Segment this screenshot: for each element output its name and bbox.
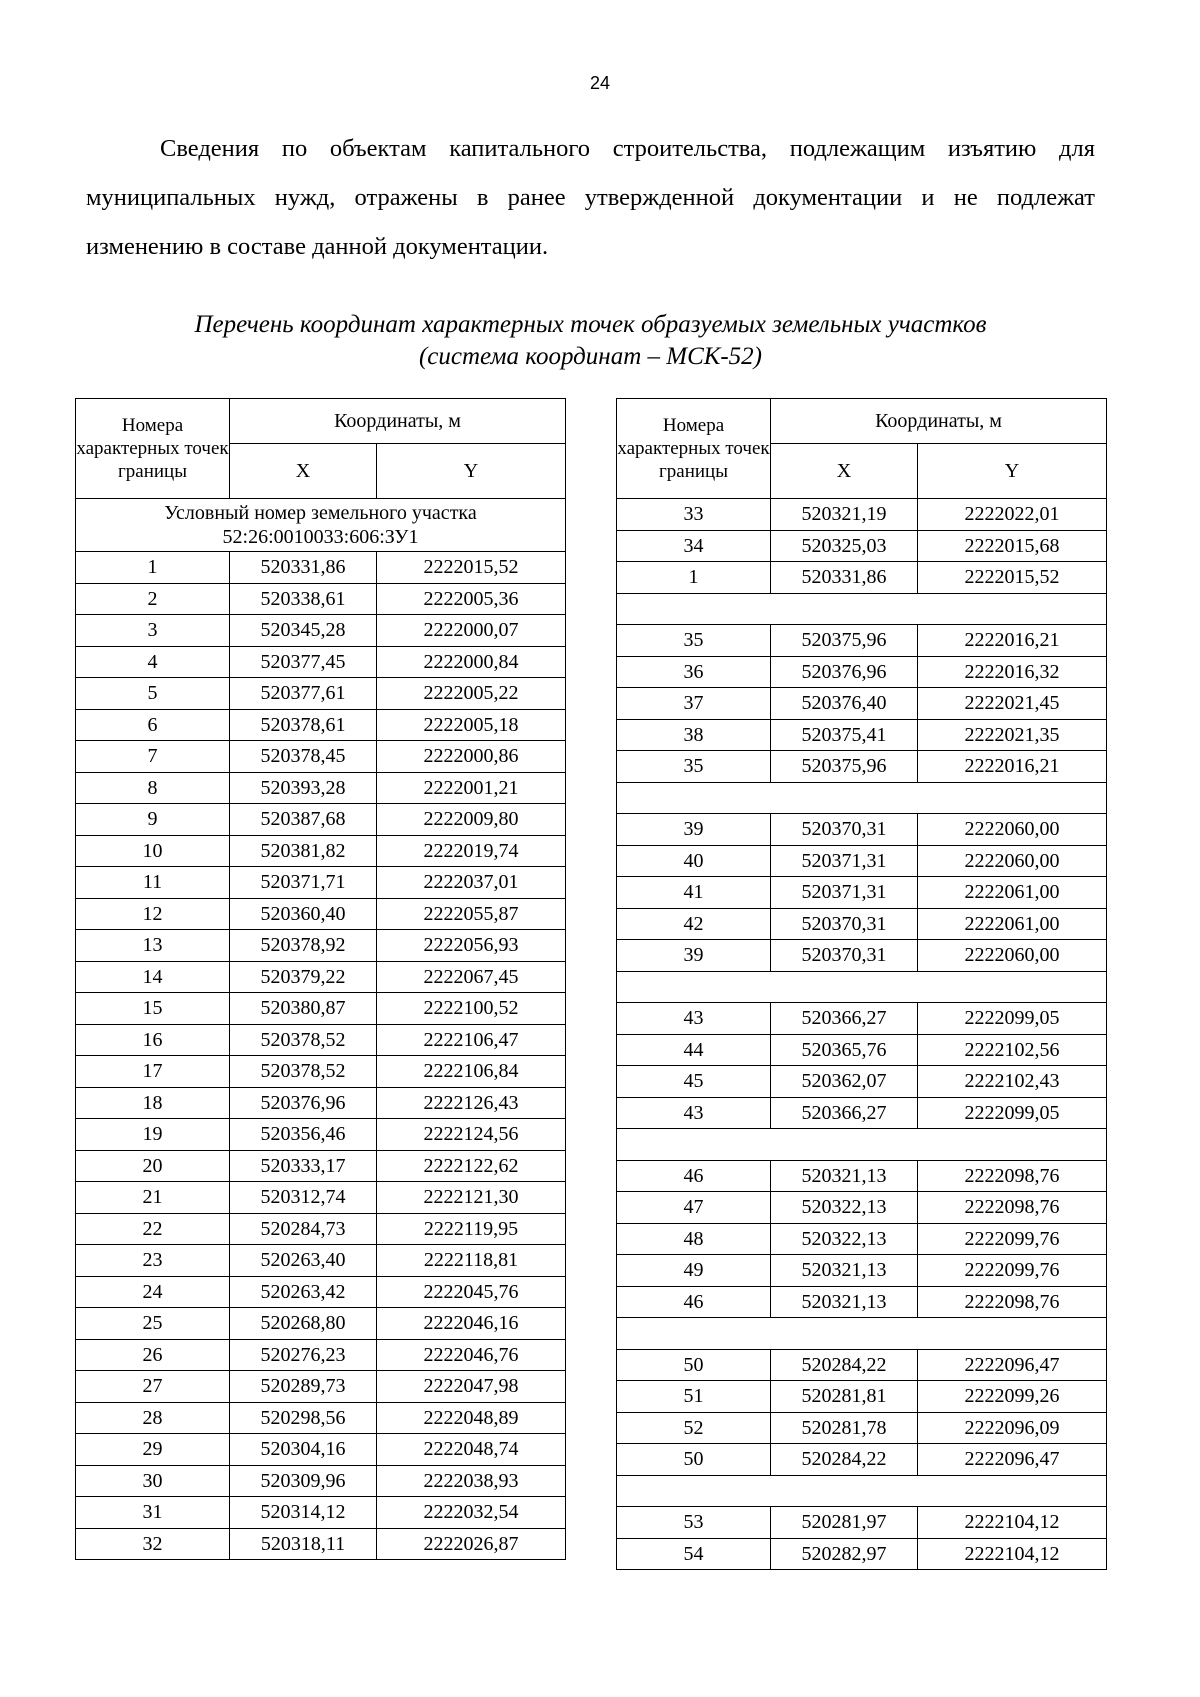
point-number-cell: 35 — [617, 625, 771, 657]
x-coordinate-cell: 520322,13 — [771, 1192, 918, 1224]
plot-number-label — [76, 499, 566, 552]
point-number-cell: 32 — [76, 1528, 230, 1560]
x-coordinate-cell: 520375,96 — [771, 751, 918, 783]
table-row — [76, 709, 566, 741]
y-coordinate-cell: 2222016,21 — [918, 625, 1107, 657]
x-coordinate-cell: 520370,31 — [771, 908, 918, 940]
table-row — [617, 1034, 1107, 1066]
y-coordinate-cell: 2222046,16 — [377, 1308, 566, 1340]
point-number-cell: 7 — [76, 741, 230, 773]
x-coordinate-cell: 520263,42 — [230, 1276, 377, 1308]
table-row — [617, 1192, 1107, 1224]
x-coordinate-cell: 520366,27 — [771, 1003, 918, 1035]
table-row — [617, 751, 1107, 783]
table-row — [76, 1119, 566, 1151]
y-coordinate-cell: 2222060,00 — [918, 814, 1107, 846]
table-row — [76, 961, 566, 993]
point-number-cell: 39 — [617, 940, 771, 972]
point-number-cell: 11 — [76, 867, 230, 899]
x-coordinate-cell: 520378,61 — [230, 709, 377, 741]
table-row — [617, 1538, 1107, 1570]
y-coordinate-cell: 2222038,93 — [377, 1465, 566, 1497]
header-point-numbers: Номера характерных точек границы — [76, 399, 230, 499]
y-coordinate-cell: 2222096,47 — [918, 1444, 1107, 1476]
x-coordinate-cell: 520289,73 — [230, 1371, 377, 1403]
x-coordinate-cell: 520370,31 — [771, 814, 918, 846]
y-coordinate-cell: 2222015,52 — [918, 562, 1107, 594]
x-coordinate-cell: 520362,07 — [771, 1066, 918, 1098]
group-separator-cell — [617, 593, 1107, 625]
table-row — [76, 1024, 566, 1056]
x-coordinate-cell: 520333,17 — [230, 1150, 377, 1182]
header-y: Y — [377, 444, 566, 499]
y-coordinate-cell: 2222045,76 — [377, 1276, 566, 1308]
point-number-cell: 28 — [76, 1402, 230, 1434]
y-coordinate-cell: 2222005,18 — [377, 709, 566, 741]
x-coordinate-cell: 520371,31 — [771, 877, 918, 909]
caption-line-1: Перечень координат характерных точек образуемых земельных участков — [194, 311, 987, 338]
x-coordinate-cell: 520377,61 — [230, 678, 377, 710]
table-row — [76, 1434, 566, 1466]
table-row — [76, 772, 566, 804]
y-coordinate-cell: 2222060,00 — [918, 940, 1107, 972]
table-row — [617, 940, 1107, 972]
table-row — [617, 1349, 1107, 1381]
y-coordinate-cell: 2222100,52 — [377, 993, 566, 1025]
table-row — [76, 1245, 566, 1277]
point-number-cell: 36 — [617, 656, 771, 688]
x-coordinate-cell: 520378,92 — [230, 930, 377, 962]
y-coordinate-cell: 2222099,05 — [918, 1097, 1107, 1129]
table-row — [76, 930, 566, 962]
point-number-cell: 5 — [76, 678, 230, 710]
y-coordinate-cell: 2222000,07 — [377, 615, 566, 647]
x-coordinate-cell: 520360,40 — [230, 898, 377, 930]
x-coordinate-cell: 520318,11 — [230, 1528, 377, 1560]
point-number-cell: 23 — [76, 1245, 230, 1277]
x-coordinate-cell: 520356,46 — [230, 1119, 377, 1151]
point-number-cell: 38 — [617, 719, 771, 751]
point-number-cell: 50 — [617, 1444, 771, 1476]
table-caption — [86, 309, 1095, 373]
point-number-cell: 1 — [76, 552, 230, 584]
table-row — [76, 835, 566, 867]
table-row — [617, 1223, 1107, 1255]
group-separator-row — [617, 971, 1107, 1003]
x-coordinate-cell: 520284,22 — [771, 1444, 918, 1476]
point-number-cell: 26 — [76, 1339, 230, 1371]
y-coordinate-cell: 2222096,47 — [918, 1349, 1107, 1381]
table-row — [617, 719, 1107, 751]
table-row — [76, 804, 566, 836]
point-number-cell: 46 — [617, 1286, 771, 1318]
y-coordinate-cell: 2222119,95 — [377, 1213, 566, 1245]
group-separator-cell — [617, 1129, 1107, 1161]
table-row — [76, 583, 566, 615]
table-row — [76, 1276, 566, 1308]
point-number-cell: 43 — [617, 1003, 771, 1035]
point-number-cell: 40 — [617, 845, 771, 877]
table-row — [617, 1286, 1107, 1318]
x-coordinate-cell: 520281,81 — [771, 1381, 918, 1413]
x-coordinate-cell: 520376,96 — [230, 1087, 377, 1119]
x-coordinate-cell: 520322,13 — [771, 1223, 918, 1255]
point-number-cell: 50 — [617, 1349, 771, 1381]
x-coordinate-cell: 520321,13 — [771, 1160, 918, 1192]
x-coordinate-cell: 520378,52 — [230, 1056, 377, 1088]
point-number-cell: 44 — [617, 1034, 771, 1066]
point-number-cell: 52 — [617, 1412, 771, 1444]
table-row — [617, 1066, 1107, 1098]
y-coordinate-cell: 2222104,12 — [918, 1538, 1107, 1570]
table-row — [617, 688, 1107, 720]
point-number-cell: 22 — [76, 1213, 230, 1245]
y-coordinate-cell: 2222037,01 — [377, 867, 566, 899]
table-row — [617, 1381, 1107, 1413]
x-coordinate-cell: 520321,13 — [771, 1255, 918, 1287]
y-coordinate-cell: 2222061,00 — [918, 877, 1107, 909]
point-number-cell: 25 — [76, 1308, 230, 1340]
point-number-cell: 2 — [76, 583, 230, 615]
point-number-cell: 3 — [76, 615, 230, 647]
y-coordinate-cell: 2222122,62 — [377, 1150, 566, 1182]
point-number-cell: 16 — [76, 1024, 230, 1056]
y-coordinate-cell: 2222005,22 — [377, 678, 566, 710]
header-coordinates: Координаты, м — [771, 399, 1107, 444]
y-coordinate-cell: 2222001,21 — [377, 772, 566, 804]
table-row — [76, 867, 566, 899]
table-row — [76, 1497, 566, 1529]
x-coordinate-cell: 520263,40 — [230, 1245, 377, 1277]
x-coordinate-cell: 520387,68 — [230, 804, 377, 836]
table-row — [76, 741, 566, 773]
table-row — [76, 898, 566, 930]
table-row — [76, 678, 566, 710]
table-row — [617, 1444, 1107, 1476]
y-coordinate-cell: 2222067,45 — [377, 961, 566, 993]
x-coordinate-cell: 520281,78 — [771, 1412, 918, 1444]
group-separator-cell — [617, 971, 1107, 1003]
x-coordinate-cell: 520375,41 — [771, 719, 918, 751]
y-coordinate-cell: 2222061,00 — [918, 908, 1107, 940]
page-number: 24 — [589, 73, 611, 93]
point-number-cell: 29 — [76, 1434, 230, 1466]
x-coordinate-cell: 520268,80 — [230, 1308, 377, 1340]
table-row — [76, 615, 566, 647]
point-number-cell: 42 — [617, 908, 771, 940]
x-coordinate-cell: 520377,45 — [230, 646, 377, 678]
group-separator-cell — [617, 782, 1107, 814]
y-coordinate-cell: 2222060,00 — [918, 845, 1107, 877]
y-coordinate-cell: 2222102,56 — [918, 1034, 1107, 1066]
header-y: Y — [918, 444, 1107, 499]
y-coordinate-cell: 2222021,45 — [918, 688, 1107, 720]
table-row — [617, 530, 1107, 562]
table-row — [617, 1507, 1107, 1539]
table-row — [76, 646, 566, 678]
y-coordinate-cell: 2222099,76 — [918, 1223, 1107, 1255]
point-number-cell: 34 — [617, 530, 771, 562]
x-coordinate-cell: 520380,87 — [230, 993, 377, 1025]
point-number-cell: 27 — [76, 1371, 230, 1403]
table-row — [76, 1339, 566, 1371]
x-coordinate-cell: 520325,03 — [771, 530, 918, 562]
table-row — [617, 562, 1107, 594]
intro-paragraph: Сведения по объектам капитального строительства, подлежащим изъятию для муниципальных нужд, отражены в ранее утвержденной документации и не подлежат изменению в составе данной документации. — [86, 135, 1095, 260]
x-coordinate-cell: 520284,22 — [771, 1349, 918, 1381]
point-number-cell: 14 — [76, 961, 230, 993]
x-coordinate-cell: 520379,22 — [230, 961, 377, 993]
point-number-cell: 35 — [617, 751, 771, 783]
point-number-cell: 13 — [76, 930, 230, 962]
x-coordinate-cell: 520298,56 — [230, 1402, 377, 1434]
header-x: X — [771, 444, 918, 499]
group-separator-row — [617, 1475, 1107, 1507]
table-row — [617, 1003, 1107, 1035]
y-coordinate-cell: 2222106,47 — [377, 1024, 566, 1056]
plot-label-line-1: Условный номер земельного участка — [164, 502, 477, 524]
x-coordinate-cell: 520309,96 — [230, 1465, 377, 1497]
point-number-cell: 53 — [617, 1507, 771, 1539]
y-coordinate-cell: 2222000,86 — [377, 741, 566, 773]
table-row — [617, 908, 1107, 940]
x-coordinate-cell: 520378,52 — [230, 1024, 377, 1056]
table-row — [617, 845, 1107, 877]
y-coordinate-cell: 2222102,43 — [918, 1066, 1107, 1098]
table-row — [76, 1182, 566, 1214]
x-coordinate-cell: 520370,31 — [771, 940, 918, 972]
point-number-cell: 6 — [76, 709, 230, 741]
y-coordinate-cell: 2222021,35 — [918, 719, 1107, 751]
y-coordinate-cell: 2222016,21 — [918, 751, 1107, 783]
y-coordinate-cell: 2222048,89 — [377, 1402, 566, 1434]
x-coordinate-cell: 520371,71 — [230, 867, 377, 899]
y-coordinate-cell: 2222098,76 — [918, 1160, 1107, 1192]
x-coordinate-cell: 520312,74 — [230, 1182, 377, 1214]
y-coordinate-cell: 2222055,87 — [377, 898, 566, 930]
table-row — [76, 1308, 566, 1340]
point-number-cell: 31 — [76, 1497, 230, 1529]
table-row — [617, 877, 1107, 909]
table-row — [76, 1087, 566, 1119]
table-row — [76, 1056, 566, 1088]
point-number-cell: 49 — [617, 1255, 771, 1287]
point-number-cell: 41 — [617, 877, 771, 909]
header-point-numbers: Номера характерных точек границы — [617, 399, 771, 499]
y-coordinate-cell: 2222096,09 — [918, 1412, 1107, 1444]
table-row — [617, 656, 1107, 688]
y-coordinate-cell: 2222015,52 — [377, 552, 566, 584]
point-number-cell: 12 — [76, 898, 230, 930]
x-coordinate-cell: 520371,31 — [771, 845, 918, 877]
point-number-cell: 9 — [76, 804, 230, 836]
header-coordinates: Координаты, м — [230, 399, 566, 444]
table-row — [617, 1160, 1107, 1192]
y-coordinate-cell: 2222016,32 — [918, 656, 1107, 688]
point-number-cell: 46 — [617, 1160, 771, 1192]
y-coordinate-cell: 2222121,30 — [377, 1182, 566, 1214]
point-number-cell: 10 — [76, 835, 230, 867]
x-coordinate-cell: 520365,76 — [771, 1034, 918, 1066]
point-number-cell: 30 — [76, 1465, 230, 1497]
group-separator-cell — [617, 1475, 1107, 1507]
point-number-cell: 19 — [76, 1119, 230, 1151]
y-coordinate-cell: 2222048,74 — [377, 1434, 566, 1466]
x-coordinate-cell: 520338,61 — [230, 583, 377, 615]
y-coordinate-cell: 2222124,56 — [377, 1119, 566, 1151]
table-row — [76, 1371, 566, 1403]
x-coordinate-cell: 520321,19 — [771, 499, 918, 531]
table-row — [617, 1097, 1107, 1129]
point-number-cell: 21 — [76, 1182, 230, 1214]
x-coordinate-cell: 520331,86 — [771, 562, 918, 594]
point-number-cell: 24 — [76, 1276, 230, 1308]
y-coordinate-cell: 2222099,76 — [918, 1255, 1107, 1287]
x-coordinate-cell: 520284,73 — [230, 1213, 377, 1245]
y-coordinate-cell: 2222098,76 — [918, 1192, 1107, 1224]
x-coordinate-cell: 520393,28 — [230, 772, 377, 804]
y-coordinate-cell: 2222026,87 — [377, 1528, 566, 1560]
table-row — [76, 1150, 566, 1182]
x-coordinate-cell: 520378,45 — [230, 741, 377, 773]
y-coordinate-cell: 2222005,36 — [377, 583, 566, 615]
y-coordinate-cell: 2222098,76 — [918, 1286, 1107, 1318]
point-number-cell: 47 — [617, 1192, 771, 1224]
y-coordinate-cell: 2222032,54 — [377, 1497, 566, 1529]
x-coordinate-cell: 520304,16 — [230, 1434, 377, 1466]
coordinates-table-left — [75, 398, 566, 1560]
point-number-cell: 18 — [76, 1087, 230, 1119]
y-coordinate-cell: 2222047,98 — [377, 1371, 566, 1403]
x-coordinate-cell: 520381,82 — [230, 835, 377, 867]
point-number-cell: 17 — [76, 1056, 230, 1088]
point-number-cell: 1 — [617, 562, 771, 594]
group-separator-row — [617, 782, 1107, 814]
table-row — [617, 1412, 1107, 1444]
x-coordinate-cell: 520282,97 — [771, 1538, 918, 1570]
y-coordinate-cell: 2222046,76 — [377, 1339, 566, 1371]
x-coordinate-cell: 520276,23 — [230, 1339, 377, 1371]
table-row — [617, 1255, 1107, 1287]
table-row — [76, 552, 566, 584]
x-coordinate-cell: 520376,40 — [771, 688, 918, 720]
table-row — [76, 1213, 566, 1245]
point-number-cell: 54 — [617, 1538, 771, 1570]
group-separator-row — [617, 1318, 1107, 1350]
coordinates-table-right — [616, 398, 1107, 1570]
point-number-cell: 4 — [76, 646, 230, 678]
x-coordinate-cell: 520345,28 — [230, 615, 377, 647]
table-row — [617, 499, 1107, 531]
table-row — [76, 1465, 566, 1497]
point-number-cell: 8 — [76, 772, 230, 804]
caption-line-2: (система координат – МСК-52) — [418, 343, 763, 370]
table-row — [76, 1528, 566, 1560]
table-row — [76, 993, 566, 1025]
table-row — [617, 814, 1107, 846]
point-number-cell: 33 — [617, 499, 771, 531]
x-coordinate-cell: 520376,96 — [771, 656, 918, 688]
point-number-cell: 43 — [617, 1097, 771, 1129]
table-row — [76, 1402, 566, 1434]
y-coordinate-cell: 2222015,68 — [918, 530, 1107, 562]
x-coordinate-cell: 520375,96 — [771, 625, 918, 657]
x-coordinate-cell: 520281,97 — [771, 1507, 918, 1539]
y-coordinate-cell: 2222106,84 — [377, 1056, 566, 1088]
y-coordinate-cell: 2222099,26 — [918, 1381, 1107, 1413]
x-coordinate-cell: 520321,13 — [771, 1286, 918, 1318]
header-x: X — [230, 444, 377, 499]
group-separator-cell — [617, 1318, 1107, 1350]
x-coordinate-cell: 520366,27 — [771, 1097, 918, 1129]
point-number-cell: 39 — [617, 814, 771, 846]
y-coordinate-cell: 2222104,12 — [918, 1507, 1107, 1539]
y-coordinate-cell: 2222000,84 — [377, 646, 566, 678]
point-number-cell: 37 — [617, 688, 771, 720]
y-coordinate-cell: 2222099,05 — [918, 1003, 1107, 1035]
x-coordinate-cell: 520331,86 — [230, 552, 377, 584]
y-coordinate-cell: 2222056,93 — [377, 930, 566, 962]
point-number-cell: 51 — [617, 1381, 771, 1413]
y-coordinate-cell: 2222009,80 — [377, 804, 566, 836]
point-number-cell: 20 — [76, 1150, 230, 1182]
x-coordinate-cell: 520314,12 — [230, 1497, 377, 1529]
y-coordinate-cell: 2222126,43 — [377, 1087, 566, 1119]
y-coordinate-cell: 2222022,01 — [918, 499, 1107, 531]
plot-label-line-2: 52:26:0010033:606:ЗУ1 — [222, 526, 419, 548]
point-number-cell: 45 — [617, 1066, 771, 1098]
table-row — [617, 625, 1107, 657]
group-separator-row — [617, 1129, 1107, 1161]
group-separator-row — [617, 593, 1107, 625]
y-coordinate-cell: 2222118,81 — [377, 1245, 566, 1277]
y-coordinate-cell: 2222019,74 — [377, 835, 566, 867]
point-number-cell: 48 — [617, 1223, 771, 1255]
point-number-cell: 15 — [76, 993, 230, 1025]
